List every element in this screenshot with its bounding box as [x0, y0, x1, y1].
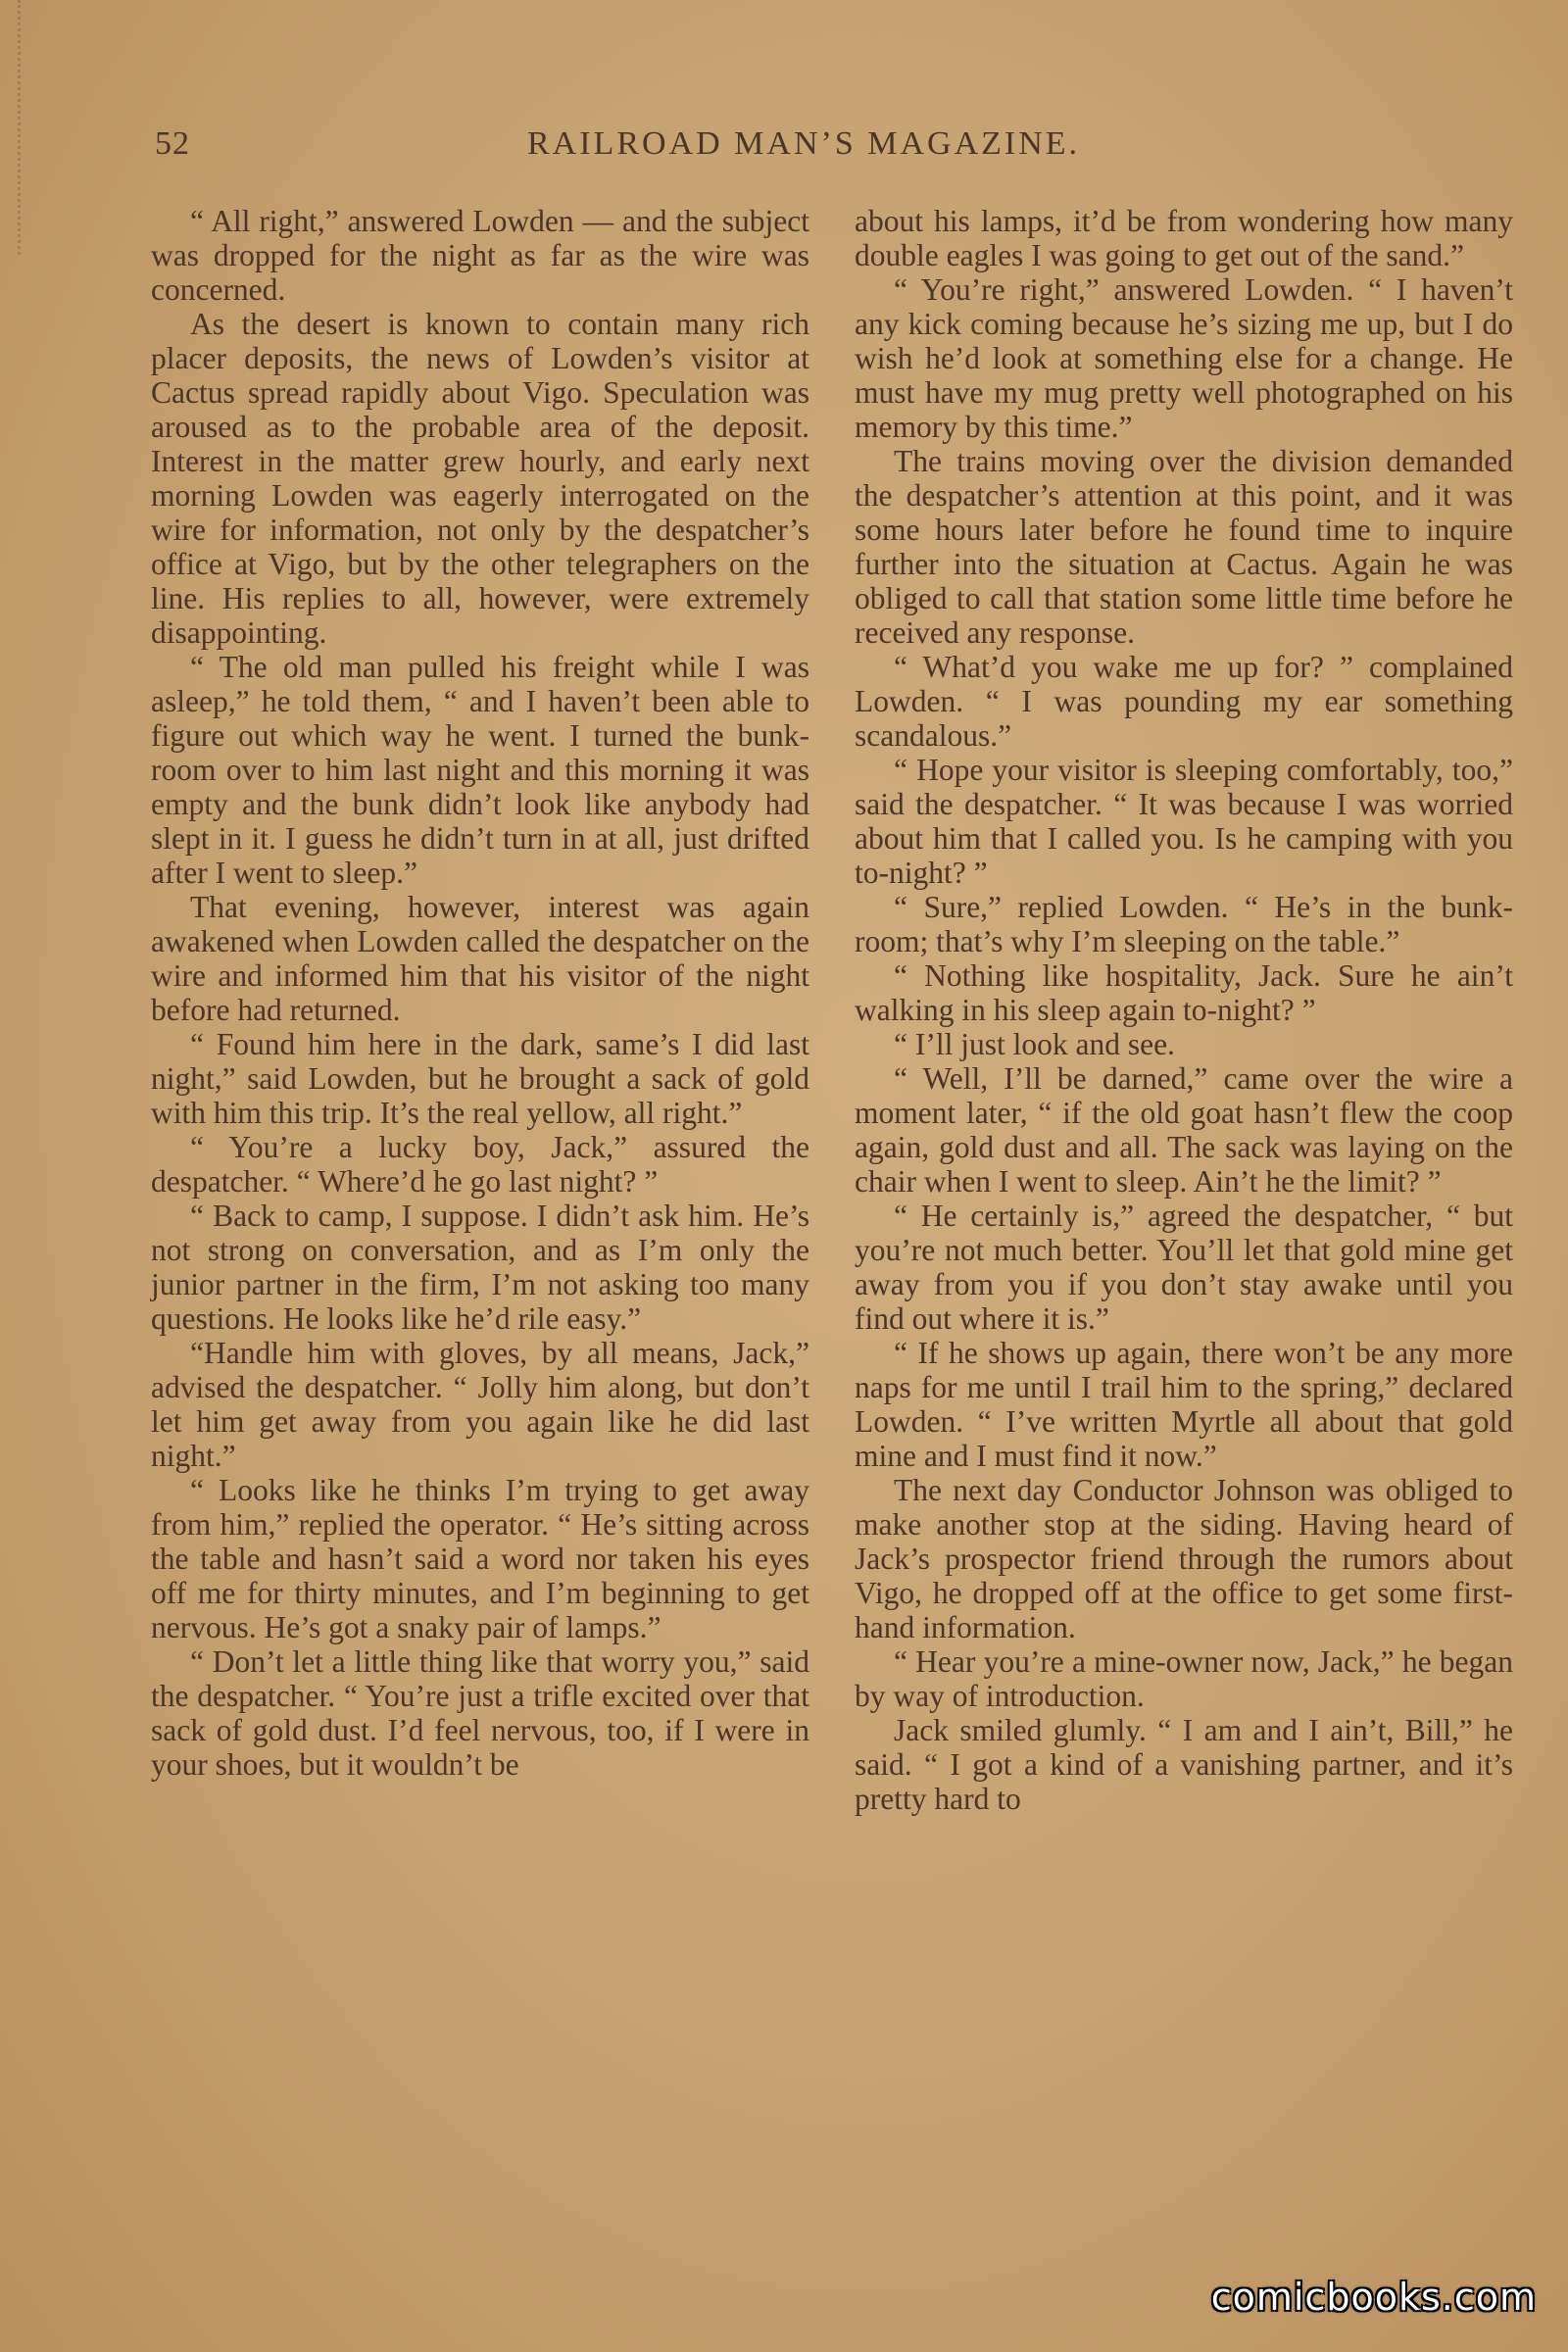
paragraph-continued: about his lamps, it’d be from wondering how many double eagles I was going to get out of the sand.”: [855, 204, 1513, 272]
text-columns: [151, 204, 1513, 2203]
paragraph: “ The old man pulled his freight while I was asleep,” he told them, “ and I haven’t been able to figure out which way he went. I turned the bunk-room over to him last night and this morning it was empty and the bunk didn’t look like anybody had slept in it. I guess he didn’t turn in at all, just drifted after I went to sleep.”: [151, 650, 809, 890]
paragraph: “ I’ll just look and see.: [894, 1027, 1175, 1061]
binding-edge-marks: [0, 0, 21, 255]
paragraph: “ You’re a lucky boy, Jack,” assured the despatcher. “ Where’d he go last night? ”: [151, 1130, 809, 1199]
paragraph: “ Hear you’re a mine-owner now, Jack,” he began by way of introduction.: [855, 1644, 1513, 1713]
magazine-title: RAILROAD MAN’S MAGAZINE.: [527, 125, 1081, 162]
paragraph: “ He certainly is,” agreed the despatcher, “ but you’re not much better. You’ll let that gold mine get away from you if you don’t stay awake until you find out where it is.”: [855, 1199, 1513, 1336]
paragraph: “ Found him here in the dark, same’s I did last night,” said Lowden, but he brought a sack of gold with him this trip. It’s the real yellow, all right.”: [151, 1027, 809, 1130]
paragraph: The trains moving over the division demanded the despatcher’s attention at this point, and it was some hours later before he found time to inquire further into the situation at Cactus. Again he was obliged to call that station some little time before he received any response.: [855, 444, 1513, 650]
paragraph: “Handle him with gloves, by all means, Jack,” advised the despatcher. “ Jolly him along, but don’t let him get away from you again like he did last night.”: [151, 1336, 809, 1473]
paragraph: “ Well, I’ll be darned,” came over the wire a moment later, “ if the old goat hasn’t flew the coop again, gold dust and all. The sack was laying on the chair when I went to sleep. Ain’t he the limit? ”: [855, 1061, 1513, 1199]
watermark: comicbooks.com: [1210, 2276, 1537, 2319]
paragraph: “ Hope your visitor is sleeping comfortably, too,” said the despatcher. “ It was because I was worried about him that I called you. Is he camping with you to-night? ”: [855, 753, 1513, 890]
page-number: 52: [155, 125, 190, 162]
left-column: [151, 204, 809, 1782]
running-head: [155, 125, 1512, 174]
paragraph: “ If he shows up again, there won’t be any more naps for me until I trail him to the spring,” declared Lowden. “ I’ve written Myrtle all about that gold mine and I must find it now.”: [855, 1336, 1513, 1473]
right-column: [855, 204, 1513, 1816]
paragraph: That evening, however, interest was again awakened when Lowden called the despatcher on the wire and informed him that his visitor of the night before had returned.: [151, 890, 809, 1027]
paragraph: “ Don’t let a little thing like that worry you,” said the despatcher. “ You’re just a trifle excited over that sack of gold dust. I’d feel nervous, too, if I were in your shoes, but it wouldn’t be: [151, 1644, 809, 1782]
paragraph: “ What’d you wake me up for? ” complained Lowden. “ I was pounding my ear something scandalous.”: [855, 650, 1513, 753]
paragraph: “ Sure,” replied Lowden. “ He’s in the bunk-room; that’s why I’m sleeping on the table.”: [855, 890, 1513, 958]
paragraph: “ All right,” answered Lowden — and the subject was dropped for the night as far as the wire was concerned.: [151, 204, 809, 307]
paragraph: “ You’re right,” answered Lowden. “ I haven’t any kick coming because he’s sizing me up, but I do wish he’d look at something else for a change. He must have my mug pretty well photographed on his memory by this time.”: [855, 272, 1513, 444]
paragraph: “ Back to camp, I suppose. I didn’t ask him. He’s not strong on conversation, and as I’m only the junior partner in the firm, I’m not asking too many questions. He looks like he’d rile easy.”: [151, 1199, 809, 1336]
paragraph: As the desert is known to contain many rich placer deposits, the news of Lowden’s visitor at Cactus spread rapidly about Vigo. Speculation was aroused as to the probable area of the deposit. Interest in the matter grew hourly, and early next morning Lowden was eagerly interrogated on the wire for information, not only by the despatcher’s office at Vigo, but by the other telegraphers on the line. His replies to all, however, were extremely disappointing.: [151, 307, 809, 650]
paragraph: “ Nothing like hospitality, Jack. Sure he ain’t walking in his sleep again to-night? ”: [855, 958, 1513, 1027]
paragraph: “ Looks like he thinks I’m trying to get away from him,” replied the operator. “ He’s sitting across the table and hasn’t said a word nor taken his eyes off me for thirty minutes, and I’m beginning to get nervous. He’s got a snaky pair of lamps.”: [151, 1473, 809, 1644]
paragraph: Jack smiled glumly. “ I am and I ain’t, Bill,” he said. “ I got a kind of a vanishing partner, and it’s pretty hard to: [855, 1713, 1513, 1816]
paragraph: The next day Conductor Johnson was obliged to make another stop at the siding. Having heard of Jack’s prospector friend through the rumors about Vigo, he dropped off at the office to get some first-hand information.: [855, 1473, 1513, 1644]
